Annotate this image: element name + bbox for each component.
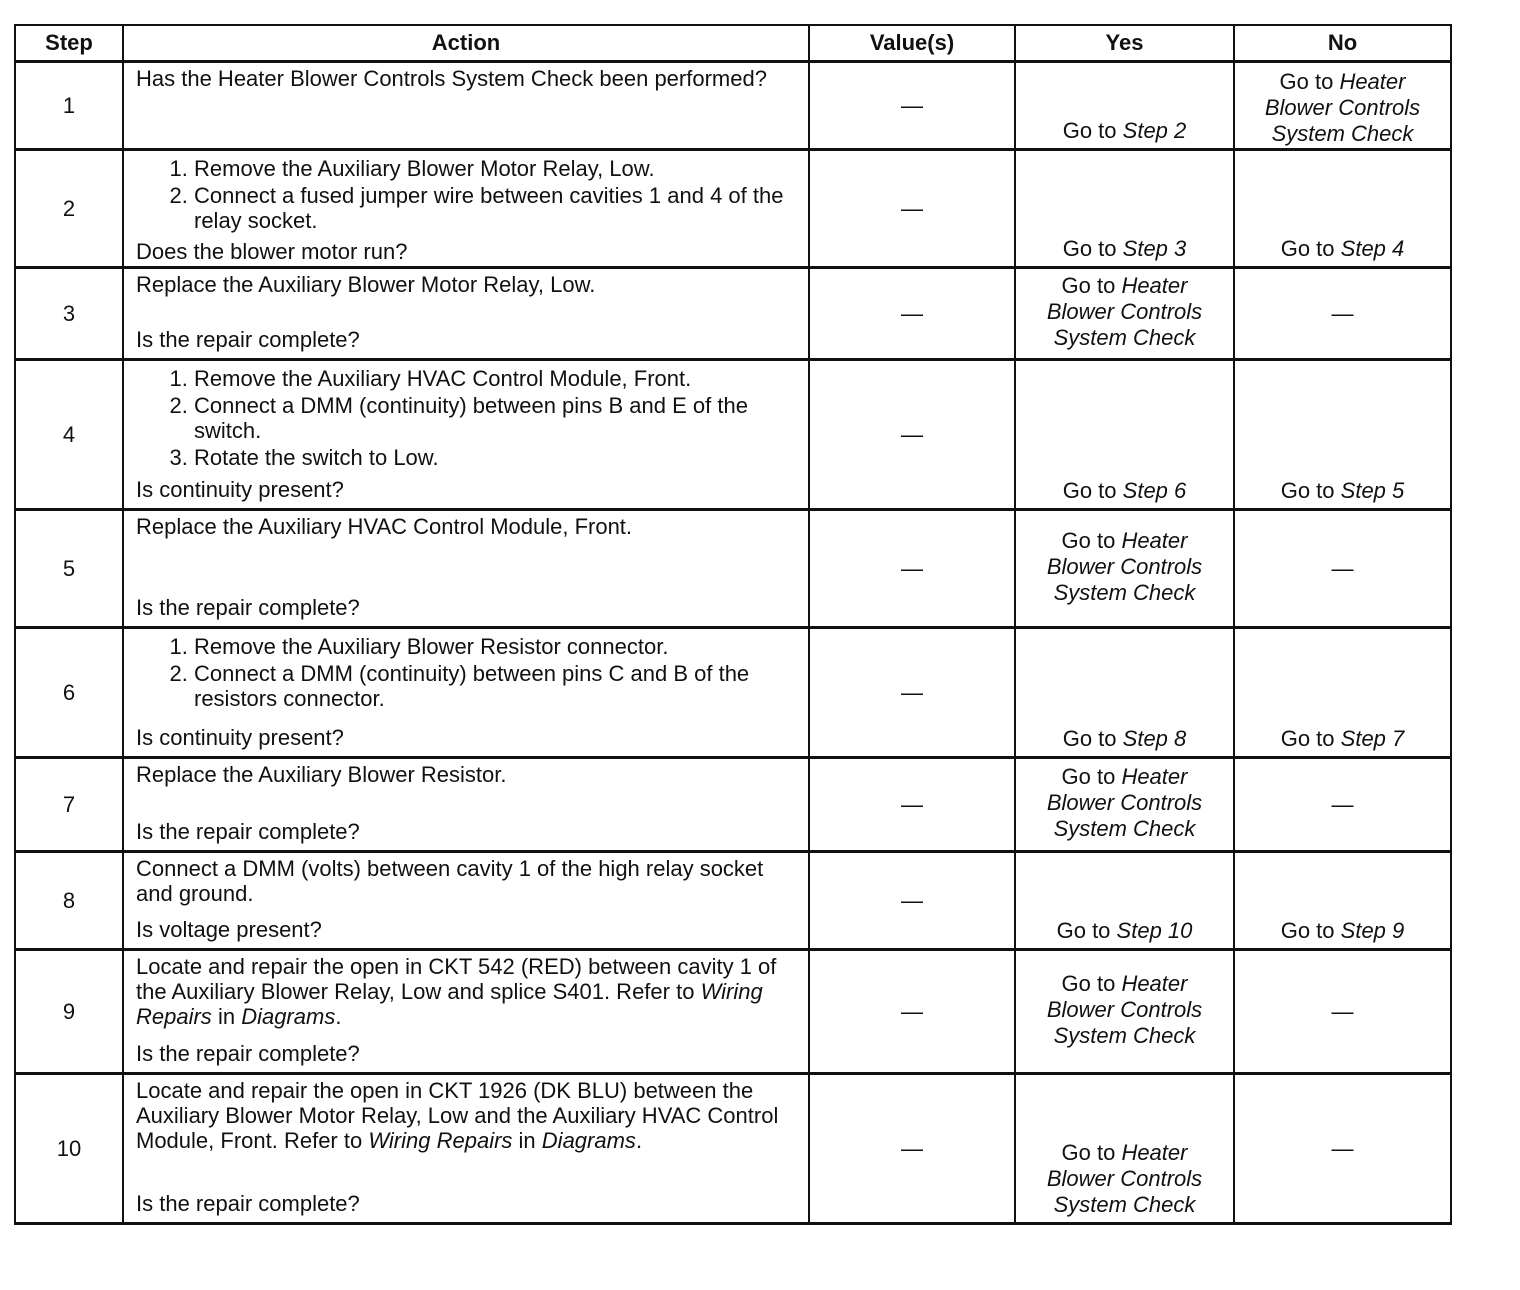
yes-cell	[1014, 361, 1233, 508]
step-number: 3	[62, 300, 76, 326]
action-question: Is the repair complete?	[136, 1191, 360, 1216]
no-cell: —	[1233, 1075, 1450, 1222]
value-cell: —	[808, 629, 1014, 756]
no-cell: —	[1233, 511, 1450, 626]
goto-heater-check: Heater	[1121, 272, 1188, 298]
yes-cell	[1014, 759, 1233, 850]
yes-cell	[1014, 853, 1233, 948]
action-list-item: 1. Remove the Auxiliary Blower Motor Relay, Low.	[194, 156, 798, 181]
goto-label: Go to	[1062, 118, 1117, 143]
no-cell	[1233, 63, 1450, 148]
goto-heater-check: Heater	[1121, 527, 1188, 553]
yes-cell	[1014, 63, 1233, 148]
step-number: 10	[56, 1135, 82, 1161]
yes-cell	[1014, 629, 1233, 756]
action-cell	[122, 759, 808, 850]
table-header	[16, 26, 1450, 60]
goto-label: Go to	[1061, 1140, 1116, 1165]
goto-label: Go to	[1280, 918, 1335, 943]
goto-step: Step 9	[1340, 918, 1405, 943]
value-cell: —	[808, 361, 1014, 508]
ref-period: .	[335, 1004, 342, 1029]
value-cell: —	[808, 63, 1014, 148]
goto-heater-check-2: Blower Controls	[1046, 789, 1203, 815]
goto-heater-check: Heater	[1121, 970, 1188, 996]
yes-cell	[1014, 1075, 1233, 1222]
action-cell	[122, 151, 808, 266]
yes-cell	[1014, 269, 1233, 358]
value-cell: —	[808, 151, 1014, 266]
table-row	[16, 756, 1450, 850]
step-number: 8	[62, 887, 76, 913]
goto-heater-check-2: Blower Controls	[1264, 95, 1421, 120]
step-number: 2	[62, 195, 76, 221]
goto-label: Go to	[1061, 272, 1116, 298]
table-row	[16, 60, 1450, 148]
action-question: Is voltage present?	[136, 917, 322, 942]
action-text	[136, 1078, 798, 1153]
goto-step: Step 6	[1122, 478, 1187, 503]
goto-label: Go to	[1061, 970, 1116, 996]
action-list	[136, 154, 798, 235]
table-row	[16, 358, 1450, 508]
goto-label: Go to	[1062, 478, 1117, 503]
action-list	[136, 364, 798, 472]
action-cell	[122, 361, 808, 508]
step-number: 9	[62, 998, 76, 1024]
header-step: Step	[45, 30, 93, 55]
action-list-item: 3. Rotate the switch to Low.	[194, 445, 798, 470]
action-question: Is the repair complete?	[136, 327, 360, 352]
value-cell: —	[808, 853, 1014, 948]
action-list-item: 1. Remove the Auxiliary Blower Resistor connector.	[194, 634, 798, 659]
action-list-item: 2. Connect a DMM (continuity) between pins B and E of the switch.	[194, 393, 798, 443]
ref-wiring-repairs: Wiring Repairs	[136, 979, 763, 1029]
goto-heater-check-3: System Check	[1053, 815, 1196, 841]
action-question: Is continuity present?	[136, 725, 344, 750]
action-text: Connect a DMM (volts) between cavity 1 of the high relay socket and ground.	[136, 856, 764, 906]
yes-cell	[1014, 951, 1233, 1072]
header-values: Value(s)	[808, 26, 1014, 60]
action-text: Has the Heater Blower Controls System Check been performed?	[136, 66, 767, 91]
value-cell: —	[808, 511, 1014, 626]
goto-heater-check: Heater	[1121, 1140, 1188, 1165]
value-cell: —	[808, 759, 1014, 850]
action-text	[136, 954, 798, 1029]
header-no: No	[1233, 26, 1450, 60]
step-number: 5	[62, 555, 76, 581]
action-cell	[122, 1075, 808, 1222]
action-text-main: Locate and repair the open in CKT 542 (RED) between cavity 1 of the Auxiliary Blower Relay, Low and splice S401. Refer to	[136, 954, 777, 1004]
goto-label: Go to	[1061, 763, 1116, 789]
action-question: Is continuity present?	[136, 477, 344, 502]
goto-step: Step 8	[1122, 726, 1187, 751]
goto-heater-check-3: System Check	[1053, 1192, 1196, 1217]
table-row	[16, 1072, 1450, 1222]
action-list-item: 2. Connect a fused jumper wire between cavities 1 and 4 of the relay socket.	[194, 183, 798, 233]
table-row	[16, 266, 1450, 358]
step-number: 4	[62, 421, 76, 447]
goto-heater-check-3: System Check	[1271, 121, 1414, 146]
step-number: 1	[62, 92, 76, 118]
no-cell	[1233, 629, 1450, 756]
diagnostic-table	[14, 24, 1452, 1225]
action-text: Replace the Auxiliary Blower Motor Relay, Low.	[136, 272, 596, 297]
action-text: Replace the Auxiliary HVAC Control Module, Front.	[136, 514, 633, 539]
table-row	[16, 148, 1450, 266]
ref-wiring-repairs: Wiring Repairs	[368, 1128, 513, 1153]
table-row	[16, 508, 1450, 626]
goto-label: Go to	[1062, 236, 1117, 261]
action-text: Replace the Auxiliary Blower Resistor.	[136, 762, 507, 787]
action-list-item: 1. Remove the Auxiliary HVAC Control Module, Front.	[194, 366, 798, 391]
action-list-item: 2. Connect a DMM (continuity) between pins C and B of the resistors connector.	[194, 661, 798, 711]
goto-label: Go to	[1279, 69, 1334, 94]
action-question: Is the repair complete?	[136, 819, 360, 844]
action-cell	[122, 269, 808, 358]
goto-step: Step 4	[1340, 236, 1405, 261]
step-number: 6	[62, 679, 76, 705]
no-cell: —	[1233, 269, 1450, 358]
goto-label: Go to	[1280, 726, 1335, 751]
goto-label: Go to	[1056, 918, 1111, 943]
value-cell: —	[808, 951, 1014, 1072]
action-cell	[122, 511, 808, 626]
header-yes: Yes	[1014, 26, 1233, 60]
no-cell: —	[1233, 759, 1450, 850]
table-row	[16, 948, 1450, 1072]
ref-diagrams: Diagrams	[541, 1128, 636, 1153]
yes-cell	[1014, 511, 1233, 626]
goto-heater-check-2: Blower Controls	[1046, 996, 1203, 1022]
ref-diagrams: Diagrams	[241, 1004, 336, 1029]
table-row	[16, 850, 1450, 948]
action-cell	[122, 63, 808, 148]
step-number: 7	[62, 791, 76, 817]
goto-heater-check-2: Blower Controls	[1046, 298, 1203, 324]
goto-heater-check: Heater	[1121, 763, 1188, 789]
action-cell	[122, 951, 808, 1072]
goto-step: Step 10	[1116, 918, 1193, 943]
goto-label: Go to	[1062, 726, 1117, 751]
goto-heater-check-2: Blower Controls	[1046, 553, 1203, 579]
goto-step: Step 5	[1340, 478, 1405, 503]
goto-label: Go to	[1280, 478, 1335, 503]
ref-in: in	[217, 1004, 236, 1029]
action-cell	[122, 629, 808, 756]
action-text-main: Locate and repair the open in CKT 1926 (DK BLU) between the Auxiliary Blower Motor Relay, Low and the Auxiliary HVAC Control Module, Front. Refer to	[136, 1078, 779, 1153]
goto-step: Step 2	[1122, 118, 1187, 143]
action-cell	[122, 853, 808, 948]
goto-heater-check-2: Blower Controls	[1046, 1166, 1203, 1191]
value-cell: —	[808, 1075, 1014, 1222]
goto-step: Step 3	[1122, 236, 1187, 261]
goto-heater-check: Heater	[1339, 69, 1406, 94]
no-cell: —	[1233, 951, 1450, 1072]
goto-label: Go to	[1061, 527, 1116, 553]
value-cell: —	[808, 269, 1014, 358]
no-cell	[1233, 361, 1450, 508]
action-list	[136, 632, 798, 713]
goto-step: Step 7	[1340, 726, 1405, 751]
goto-label: Go to	[1280, 236, 1335, 261]
goto-heater-check-3: System Check	[1053, 1022, 1196, 1048]
ref-period: .	[635, 1128, 643, 1153]
goto-heater-check-3: System Check	[1053, 324, 1196, 350]
yes-cell	[1014, 151, 1233, 266]
action-question: Is the repair complete?	[136, 1041, 360, 1066]
goto-heater-check-3: System Check	[1053, 579, 1196, 605]
header-action: Action	[122, 26, 808, 60]
no-cell	[1233, 853, 1450, 948]
table-row	[16, 626, 1450, 756]
ref-in: in	[518, 1128, 536, 1153]
no-cell	[1233, 151, 1450, 266]
action-question: Does the blower motor run?	[136, 239, 408, 264]
action-question: Is the repair complete?	[136, 595, 360, 620]
